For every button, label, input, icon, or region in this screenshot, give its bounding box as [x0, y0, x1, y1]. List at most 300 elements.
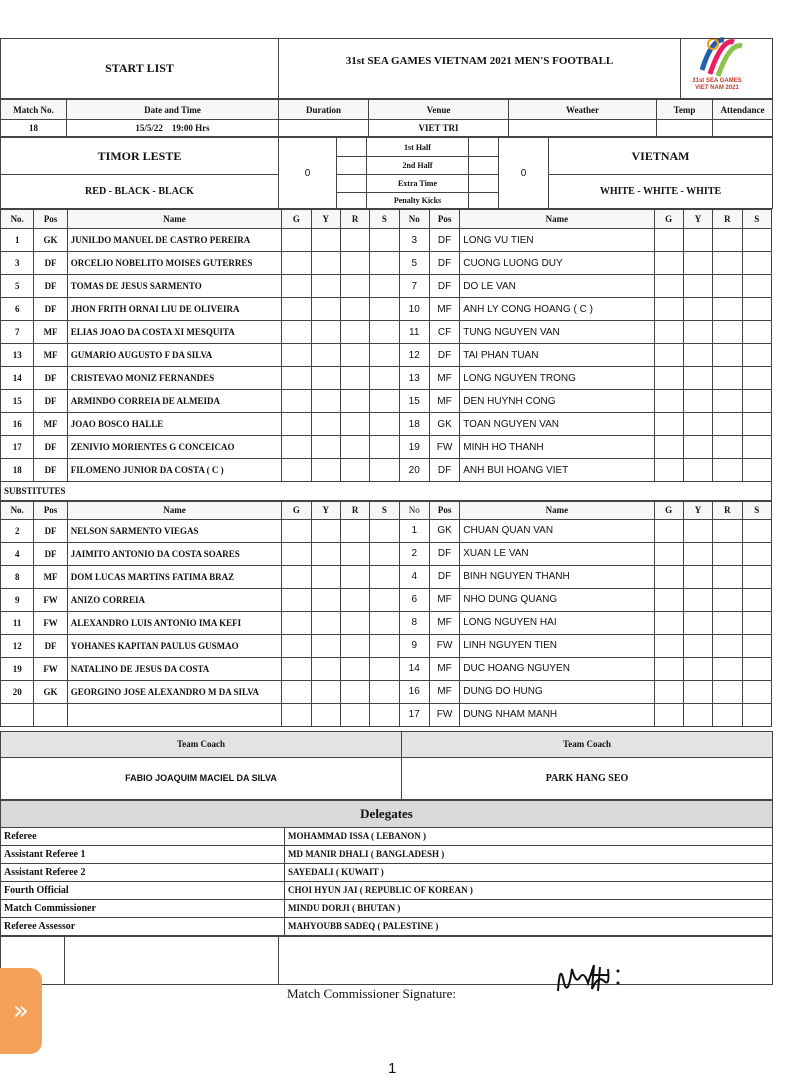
delegate-name: SAYEDALI ( KUWAIT )	[285, 863, 773, 881]
home-player-pos: DF	[34, 519, 67, 542]
col-pos: Pos	[429, 501, 459, 519]
stat-cell	[370, 229, 399, 252]
stat-cell	[370, 657, 399, 680]
stat-cell	[654, 298, 683, 321]
stat-cell	[683, 252, 712, 275]
stat-cell	[683, 298, 712, 321]
delegates-table	[0, 800, 773, 936]
stat-cell	[742, 657, 772, 680]
double-chevron-right-icon: »	[13, 996, 29, 1026]
home-player-no: 9	[1, 588, 34, 611]
stat-cell	[713, 413, 742, 436]
logo-line-1: 31st SEA GAMES	[692, 78, 742, 84]
delegate-name: MD MANIR DHALI ( BANGLADESH )	[285, 845, 773, 863]
away-player-pos: GK	[429, 413, 459, 436]
stat-cell	[370, 680, 399, 703]
value-duration	[279, 120, 369, 137]
stat-cell	[282, 229, 311, 252]
away-player-name: DUNG DO HUNG	[460, 680, 654, 703]
stat-cell	[683, 344, 712, 367]
stat-cell	[654, 519, 683, 542]
stat-cell	[340, 367, 369, 390]
stat-cell	[742, 680, 772, 703]
home-player-pos: MF	[34, 344, 67, 367]
stat-cell	[713, 367, 742, 390]
home-player-pos: DF	[34, 275, 67, 298]
home-player-pos: DF	[34, 390, 67, 413]
value-match-no: 18	[1, 120, 67, 137]
home-player-no: 3	[1, 252, 34, 275]
stat-cell	[282, 680, 311, 703]
stat-cell	[742, 275, 772, 298]
stat-cell	[282, 611, 311, 634]
away-player-name: LONG NGUYEN HAI	[460, 611, 654, 634]
stat-cell	[282, 657, 311, 680]
col-name: Name	[67, 501, 282, 519]
away-player-pos: MF	[429, 657, 459, 680]
away-player-name: BINH NGUYEN THANH	[460, 565, 654, 588]
starters-table	[0, 209, 772, 482]
stat-cell	[340, 413, 369, 436]
col-g: G	[282, 210, 311, 229]
away-player-name: XUAN LE VAN	[460, 542, 654, 565]
home-player-name: GEORGINO JOSE ALEXANDRO M DA SILVA	[67, 680, 282, 703]
col-name: Name	[67, 210, 282, 229]
away-player-name: DEN HUYNH CONG	[460, 390, 654, 413]
stat-cell	[713, 542, 742, 565]
stat-cell	[370, 390, 399, 413]
stat-cell	[311, 703, 340, 726]
home-player-pos	[34, 703, 67, 726]
home-player-no	[1, 703, 34, 726]
stat-cell	[282, 344, 311, 367]
stat-cell	[340, 519, 369, 542]
home-team-name: TIMOR LESTE	[1, 138, 279, 175]
col-g: G	[654, 501, 683, 519]
delegate-role: Match Commissioner	[1, 899, 285, 917]
away-player-no: 7	[399, 275, 429, 298]
stat-cell	[311, 298, 340, 321]
col-r: R	[713, 210, 742, 229]
away-player-name: LINH NGUYEN TIEN	[460, 634, 654, 657]
away-player-name: TOAN NGUYEN VAN	[460, 413, 654, 436]
stat-cell	[340, 436, 369, 459]
home-player-no: 12	[1, 634, 34, 657]
value-date-time: 15/5/22 19:00 Hrs	[67, 120, 279, 137]
stat-cell	[683, 367, 712, 390]
stat-cell	[683, 275, 712, 298]
away-player-no: 19	[399, 436, 429, 459]
home-player-no: 8	[1, 565, 34, 588]
away-player-pos: DF	[429, 252, 459, 275]
away-team-name: VIETNAM	[549, 138, 773, 175]
home-player-no: 14	[1, 367, 34, 390]
stat-cell	[683, 413, 712, 436]
col-y: Y	[683, 210, 712, 229]
period-spacer	[469, 175, 499, 193]
stat-cell	[713, 436, 742, 459]
stat-cell	[370, 367, 399, 390]
stat-cell	[311, 565, 340, 588]
stat-cell	[282, 519, 311, 542]
col-pos: Pos	[429, 210, 459, 229]
start-list-title: START LIST	[1, 39, 279, 99]
col-g: G	[654, 210, 683, 229]
col-no: No	[399, 210, 429, 229]
away-player-pos: DF	[429, 344, 459, 367]
col-s: S	[370, 501, 399, 519]
home-player-name: ORCELIO NOBELITO MOISES GUTERRES	[67, 252, 282, 275]
value-temp	[657, 120, 713, 137]
stat-cell	[683, 229, 712, 252]
stat-cell	[713, 275, 742, 298]
stat-cell	[742, 229, 772, 252]
table-row	[1, 436, 772, 459]
col-s: S	[742, 501, 772, 519]
logo-line-2: VIET NAM 2021	[695, 85, 739, 91]
stat-cell	[683, 680, 712, 703]
period-extra-time: Extra Time	[367, 175, 469, 193]
away-player-pos: DF	[429, 229, 459, 252]
away-player-no: 11	[399, 321, 429, 344]
stat-cell	[713, 298, 742, 321]
substitutes-table	[0, 501, 772, 727]
table-row	[1, 542, 772, 565]
home-player-name: FILOMENO JUNIOR DA COSTA ( C )	[67, 459, 282, 482]
away-kit: WHITE - WHITE - WHITE	[549, 175, 773, 209]
table-row	[1, 634, 772, 657]
stat-cell	[683, 519, 712, 542]
away-player-pos: GK	[429, 519, 459, 542]
label-date-time: Date and Time	[67, 100, 279, 120]
home-player-no: 2	[1, 519, 34, 542]
away-player-pos: FW	[429, 634, 459, 657]
away-player-no: 4	[399, 565, 429, 588]
home-player-no: 11	[1, 611, 34, 634]
home-kit: RED - BLACK - BLACK	[1, 175, 279, 209]
stat-cell	[370, 413, 399, 436]
delegate-row	[1, 827, 773, 845]
value-attendance	[713, 120, 773, 137]
delegate-name: MINDU DORJI ( BHUTAN )	[285, 899, 773, 917]
col-y: Y	[683, 501, 712, 519]
stat-cell	[282, 298, 311, 321]
table-row	[1, 344, 772, 367]
home-player-name: JAIMITO ANTONIO DA COSTA SOARES	[67, 542, 282, 565]
delegate-row	[1, 899, 773, 917]
home-player-pos: MF	[34, 413, 67, 436]
away-player-pos: MF	[429, 588, 459, 611]
col-y: Y	[311, 501, 340, 519]
stat-cell	[683, 436, 712, 459]
stat-cell	[370, 459, 399, 482]
stat-cell	[340, 344, 369, 367]
stat-cell	[742, 459, 772, 482]
home-player-no: 1	[1, 229, 34, 252]
stat-cell	[713, 390, 742, 413]
stat-cell	[683, 542, 712, 565]
competition-title: 31st SEA GAMES VIETNAM 2021 MEN'S FOOTBALL	[279, 39, 681, 99]
home-player-no: 20	[1, 680, 34, 703]
home-player-pos: DF	[34, 542, 67, 565]
away-player-pos: DF	[429, 565, 459, 588]
delegates-title: Delegates	[1, 800, 773, 827]
delegate-role: Assistant Referee 2	[1, 863, 285, 881]
away-player-name: CUONG LUONG DUY	[460, 252, 654, 275]
stat-cell	[713, 703, 742, 726]
signature-blank	[65, 936, 279, 984]
stat-cell	[340, 634, 369, 657]
away-player-name: NHO DUNG QUANG	[460, 588, 654, 611]
stat-cell	[742, 436, 772, 459]
away-player-name: MINH HO THANH	[460, 436, 654, 459]
period-1st-half: 1st Half	[367, 138, 469, 157]
period-spacer	[337, 175, 367, 193]
home-player-no: 18	[1, 459, 34, 482]
period-spacer	[337, 138, 367, 157]
stat-cell	[311, 459, 340, 482]
label-weather: Weather	[509, 100, 657, 120]
delegate-name: CHOI HYUN JAI ( REPUBLIC OF KOREAN )	[285, 881, 773, 899]
start-list-sheet	[0, 38, 772, 985]
home-player-pos: FW	[34, 657, 67, 680]
away-player-pos: MF	[429, 390, 459, 413]
stat-cell	[311, 588, 340, 611]
side-panel-toggle-button[interactable]	[0, 968, 42, 1054]
stat-cell	[654, 344, 683, 367]
home-player-pos: DF	[34, 634, 67, 657]
stat-cell	[713, 634, 742, 657]
stat-cell	[340, 680, 369, 703]
table-row	[1, 321, 772, 344]
home-player-name: TOMAS DE JESUS SARMENTO	[67, 275, 282, 298]
label-venue: Venue	[369, 100, 509, 120]
stat-cell	[683, 390, 712, 413]
stat-cell	[370, 519, 399, 542]
stat-cell	[683, 634, 712, 657]
stat-cell	[282, 634, 311, 657]
stat-cell	[683, 565, 712, 588]
away-player-name: ANH LY CONG HOANG ( C )	[460, 298, 654, 321]
starters-body	[1, 229, 772, 482]
substitutes-label-table	[0, 482, 772, 501]
home-player-no: 6	[1, 298, 34, 321]
stat-cell	[340, 703, 369, 726]
stat-cell	[654, 680, 683, 703]
away-player-name: TUNG NGUYEN VAN	[460, 321, 654, 344]
stat-cell	[370, 275, 399, 298]
table-row	[1, 229, 772, 252]
stat-cell	[742, 321, 772, 344]
home-player-name: CRISTEVAO MONIZ FERNANDES	[67, 367, 282, 390]
label-match-no: Match No.	[1, 100, 67, 120]
stat-cell	[311, 229, 340, 252]
away-player-pos: DF	[429, 459, 459, 482]
home-player-name: NATALINO DE JESUS DA COSTA	[67, 657, 282, 680]
stat-cell	[370, 252, 399, 275]
stat-cell	[370, 298, 399, 321]
stat-cell	[654, 229, 683, 252]
stat-cell	[311, 390, 340, 413]
stat-cell	[654, 252, 683, 275]
stat-cell	[654, 275, 683, 298]
away-player-no: 18	[399, 413, 429, 436]
stat-cell	[654, 634, 683, 657]
commissioner-signature	[550, 955, 630, 1003]
stat-cell	[340, 252, 369, 275]
title-table	[0, 38, 773, 99]
signature-label: Match Commissioner Signature:	[287, 986, 456, 1001]
stat-cell	[311, 542, 340, 565]
away-player-name: ANH BUI HOANG VIET	[460, 459, 654, 482]
home-coach-label: Team Coach	[1, 731, 402, 757]
stat-cell	[282, 367, 311, 390]
away-player-pos: FW	[429, 703, 459, 726]
coach-table	[0, 731, 773, 800]
stat-cell	[742, 634, 772, 657]
label-attendance: Attendance	[713, 100, 773, 120]
stat-cell	[282, 321, 311, 344]
home-player-no: 15	[1, 390, 34, 413]
table-row	[1, 252, 772, 275]
stat-cell	[370, 344, 399, 367]
home-coach-name: FABIO JOAQUIM MACIEL DA SILVA	[1, 757, 402, 799]
home-player-name: ARMINDO CORREIA DE ALMEIDA	[67, 390, 282, 413]
delegates-body	[1, 827, 773, 935]
home-player-name: YOHANES KAPITAN PAULUS GUSMAO	[67, 634, 282, 657]
stat-cell	[713, 519, 742, 542]
stat-cell	[340, 321, 369, 344]
stat-cell	[282, 703, 311, 726]
teams-table	[0, 137, 773, 209]
stat-cell	[742, 565, 772, 588]
stat-cell	[311, 634, 340, 657]
stat-cell	[713, 344, 742, 367]
col-pos: Pos	[34, 210, 67, 229]
stat-cell	[340, 611, 369, 634]
col-y: Y	[311, 210, 340, 229]
value-weather	[509, 120, 657, 137]
home-player-name: GUMARIO AUGUSTO F DA SILVA	[67, 344, 282, 367]
home-player-pos: FW	[34, 588, 67, 611]
home-player-no: 17	[1, 436, 34, 459]
stat-cell	[370, 611, 399, 634]
home-player-no: 7	[1, 321, 34, 344]
delegate-row	[1, 881, 773, 899]
period-spacer	[469, 157, 499, 175]
stat-cell	[311, 680, 340, 703]
col-r: R	[713, 501, 742, 519]
period-penalty-kicks: Penalty Kicks	[367, 193, 469, 209]
away-player-pos: DF	[429, 275, 459, 298]
away-player-no: 6	[399, 588, 429, 611]
stat-cell	[370, 321, 399, 344]
col-r: R	[340, 501, 369, 519]
stat-cell	[654, 542, 683, 565]
stat-cell	[683, 611, 712, 634]
stat-cell	[282, 413, 311, 436]
col-r: R	[340, 210, 369, 229]
stat-cell	[713, 565, 742, 588]
away-player-no: 20	[399, 459, 429, 482]
stat-cell	[340, 275, 369, 298]
stat-cell	[654, 367, 683, 390]
stat-cell	[340, 565, 369, 588]
stat-cell	[654, 390, 683, 413]
away-player-no: 14	[399, 657, 429, 680]
stat-cell	[282, 588, 311, 611]
substitutes-label: SUBSTITUTES	[1, 482, 772, 500]
stat-cell	[742, 298, 772, 321]
home-player-name: JHON FRITH ORNAI LIU DE OLIVEIRA	[67, 298, 282, 321]
stat-cell	[311, 275, 340, 298]
stat-cell	[370, 588, 399, 611]
period-spacer	[337, 157, 367, 175]
home-player-name: NELSON SARMENTO VIEGAS	[67, 519, 282, 542]
stat-cell	[282, 275, 311, 298]
stat-cell	[654, 436, 683, 459]
home-player-pos: MF	[34, 565, 67, 588]
away-player-no: 8	[399, 611, 429, 634]
away-player-no: 13	[399, 367, 429, 390]
home-score: 0	[279, 138, 337, 209]
col-s: S	[370, 210, 399, 229]
table-row	[1, 588, 772, 611]
home-player-pos: MF	[34, 321, 67, 344]
stat-cell	[282, 565, 311, 588]
stat-cell	[311, 519, 340, 542]
col-pos: Pos	[34, 501, 67, 519]
stat-cell	[713, 252, 742, 275]
home-player-name: ALEXANDRO LUIS ANTONIO IMA KEFI	[67, 611, 282, 634]
match-info-table	[0, 99, 773, 137]
stat-cell	[683, 657, 712, 680]
stat-cell	[742, 611, 772, 634]
stat-cell	[311, 344, 340, 367]
away-score: 0	[499, 138, 549, 209]
away-player-no: 16	[399, 680, 429, 703]
stat-cell	[282, 459, 311, 482]
away-player-no: 17	[399, 703, 429, 726]
stat-cell	[370, 565, 399, 588]
delegate-row	[1, 863, 773, 881]
stat-cell	[311, 252, 340, 275]
table-row	[1, 703, 772, 726]
col-no: No	[399, 501, 429, 519]
stat-cell	[311, 321, 340, 344]
away-player-pos: MF	[429, 367, 459, 390]
stat-cell	[683, 459, 712, 482]
delegate-role: Referee Assessor	[1, 917, 285, 935]
away-player-name: TAI PHAN TUAN	[460, 344, 654, 367]
stat-cell	[370, 436, 399, 459]
home-player-pos: DF	[34, 252, 67, 275]
delegate-row	[1, 845, 773, 863]
away-player-pos: CF	[429, 321, 459, 344]
delegate-row	[1, 917, 773, 935]
stat-cell	[340, 542, 369, 565]
table-row	[1, 275, 772, 298]
stat-cell	[311, 413, 340, 436]
col-name: Name	[460, 210, 654, 229]
stat-cell	[742, 519, 772, 542]
logo-cell	[681, 39, 773, 99]
stat-cell	[340, 657, 369, 680]
stat-cell	[742, 252, 772, 275]
away-player-pos: MF	[429, 611, 459, 634]
table-row	[1, 565, 772, 588]
stat-cell	[340, 298, 369, 321]
